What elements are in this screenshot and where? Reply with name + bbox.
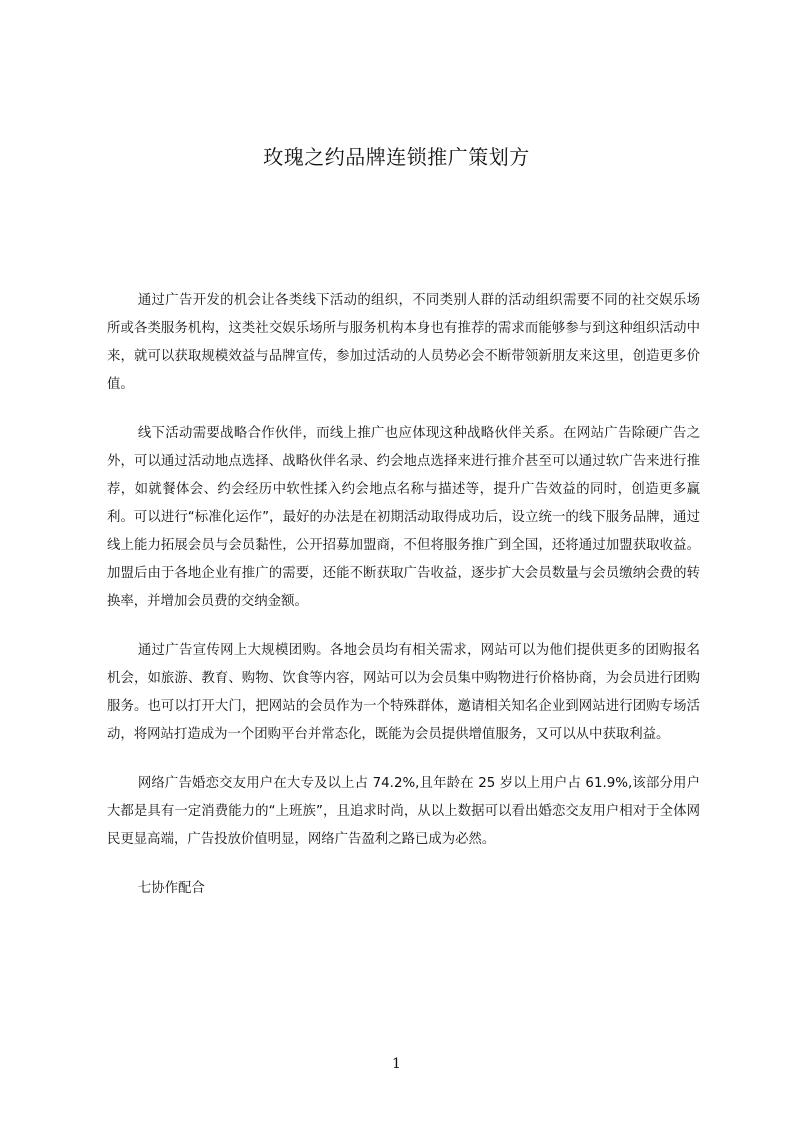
paragraph-group-buying: 通过广告宣传网上大规模团购。各地会员均有相关需求，网站可以为他们提供更多的团购报名机会，如旅游、教育、购物、饮食等内容，网站可以为会员集中购物进行价格协商，为会员进行团购服务。也可以打开大门，把网站的会员作为一个特殊群体，邀请相关知名企业到网站进行团购专场活动，将网站打造成为一个团购平台并常态化，既能为会员提供增值服务，又可以从中获取利益。: [107, 643, 700, 742]
paragraph-user-statistics: 网络广告婚恋交友用户在大专及以上占 74.2%,且年龄在 25 岁以上用户占 61.9%,该部分用户大都是具有一定消费能力的“上班族”，且追求时尚，从以上数据可以看出婚恋交友用户相对于全体网民更显高端，广告投放价值明显，网络广告盈利之路已成为必然。: [107, 776, 700, 847]
document-title: 玫瑰之约品牌连锁推广策划方: [263, 145, 530, 169]
paragraph-strategic-partners: 线下活动需要战略合作伙伴，而线上推广也应体现这种战略伙伴关系。在网站广告除硬广告之外，可以通过活动地点选择、战略伙伴名录、约会地点选择来进行推介甚至可以通过软广告来进行推荐，如就餐体会、约会经历中软性揉入约会地点名称与描述等，提升广告效益的同时，创造更多赢利。可以进行“标准化运作”，最好的办法是在初期活动取得成功后，设立统一的线下服务品牌，通过线上能力拓展会员与会员黏性，公开招募加盟商，不但将服务推广到全国，还将通过加盟获取收益。加盟后由于各地企业有推广的需要，还能不断获取广告收益，逐步扩大会员数量与会员缴纳会费的转换率，并增加会员费的交纳金额。: [107, 426, 700, 609]
section-heading-cooperation: 七协作配合: [137, 881, 205, 896]
page-number: 1: [392, 1056, 401, 1072]
document-body: [107, 287, 700, 924]
paragraph-offline-activities: 通过广告开发的机会让各类线下活动的组织，不同类别人群的活动组织需要不同的社交娱乐场所或各类服务机构，这类社交娱乐场所与服务机构本身也有推荐的需求而能够参与到这种组织活动中来，就可以获取规模效益与品牌宣传，参加过活动的人员势必会不断带领新朋友来这里，创造更多价值。: [107, 293, 700, 392]
